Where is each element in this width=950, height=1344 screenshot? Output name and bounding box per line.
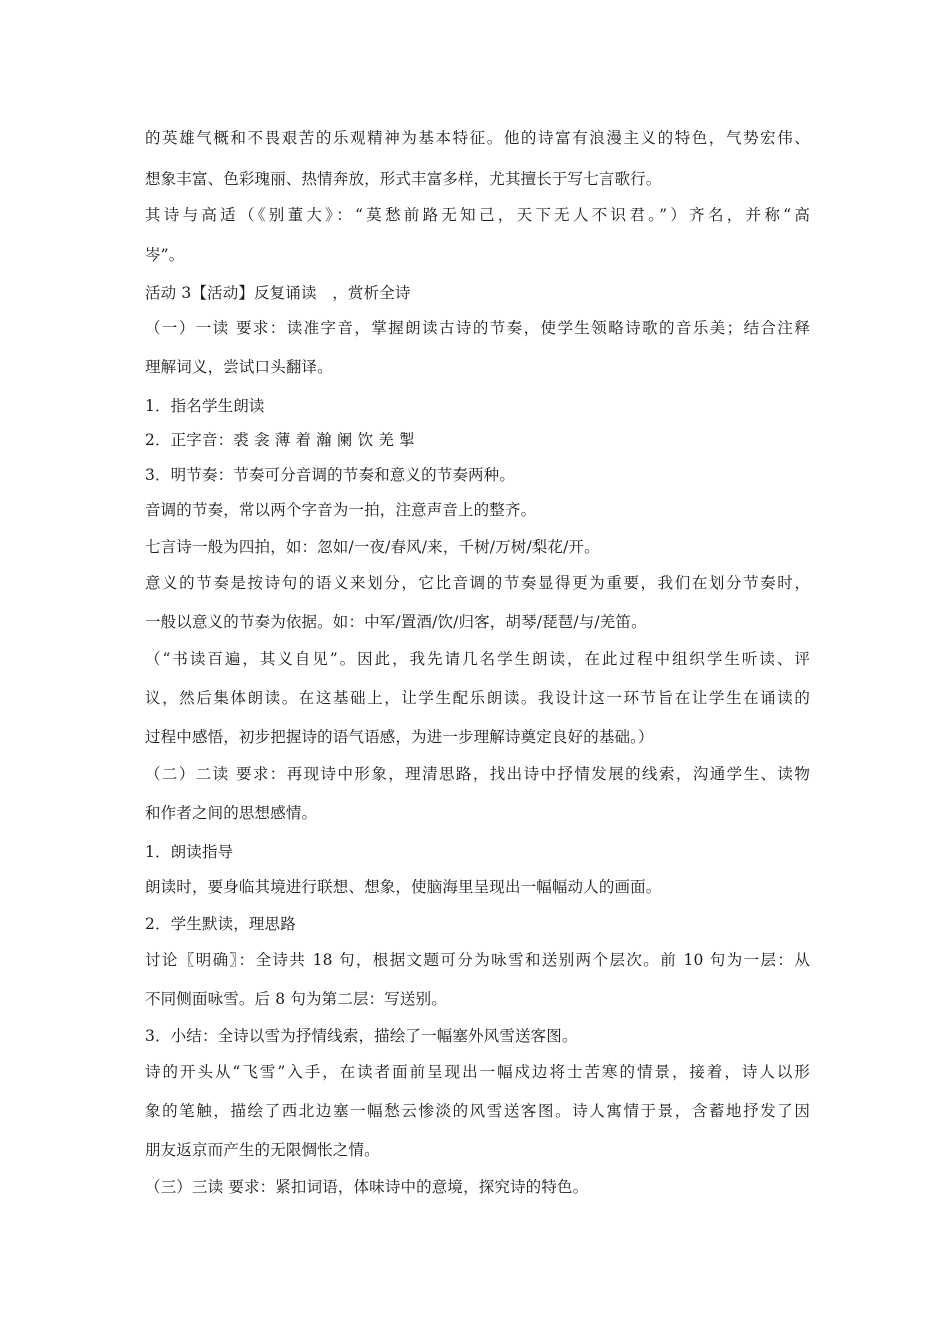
text-line: （三）三读 要求：紧扣词语，体味诗中的意境，探究诗的特色。 — [145, 1178, 589, 1196]
text-line: 岑”。 — [145, 246, 185, 264]
text-line: （二）二读 要求：再现诗中形象，理清思路，找出诗中抒情发展的线索，沟通学生、读物 — [145, 765, 810, 783]
text-line: 和作者之间的思想感情。 — [145, 804, 318, 822]
list-item: 3．小结：全诗以雪为抒情线索，描绘了一幅塞外风雪送客图。 — [145, 1027, 578, 1045]
list-item: 2．学生默读，理思路 — [145, 915, 296, 933]
list-item: 1．指名学生朗读 — [145, 397, 265, 415]
list-item: 2．正字音：裘 衾 薄 着 瀚 阑 饮 羌 掣 — [145, 431, 415, 449]
section-heading: 活动 3【活动】反复诵读 ，赏析全诗 — [145, 284, 411, 302]
text-line: 朗读时，要身临其境进行联想、想象，使脑海里呈现出一幅幅动人的画面。 — [145, 878, 662, 896]
list-item: 3．明节奏：节奏可分音调的节奏和意义的节奏两种。 — [145, 466, 515, 484]
text-line: 一般以意义的节奏为依据。如：中军/置酒/饮/归客，胡琴/琵琶/与/羌笛。 — [145, 613, 647, 631]
text-line: 其诗与高适（《别董大》：“莫愁前路无知己，天下无人不识君。”）齐名，并称“高 — [145, 206, 810, 224]
text-line: 过程中感悟，初步把握诗的语气语感，为进一步理解诗奠定良好的基础。） — [145, 728, 654, 746]
text-line: 诗的开头从“飞雪”入手，在读者面前呈现出一幅戍边将士苦寒的情景，接着，诗人以形 — [145, 1063, 810, 1081]
text-line: （“书读百遍，其义自见”。因此，我先请几名学生朗读，在此过程中组织学生听读、评 — [145, 650, 810, 668]
text-line: 理解词义，尝试口头翻译。 — [145, 358, 333, 376]
text-line: 朋友返京而产生的无限惆怅之情。 — [145, 1141, 380, 1159]
text-line: 议，然后集体朗读。在这基础上，让学生配乐朗读。我设计这一环节旨在让学生在诵读的 — [145, 689, 810, 707]
text-line: 音调的节奏，常以两个字音为一拍，注意声音上的整齐。 — [145, 501, 537, 519]
text-line: （一）一读 要求：读准字音，掌握朗读古诗的节奏，使学生领略诗歌的音乐美；结合注释 — [145, 319, 810, 337]
text-line: 的英雄气概和不畏艰苦的乐观精神为基本特征。他的诗富有浪漫主义的特色，气势宏伟、 — [145, 129, 810, 147]
text-line: 不同侧面咏雪。后 8 句为第二层：写送别。 — [145, 990, 447, 1008]
text-line: 意义的节奏是按诗句的语义来划分，它比音调的节奏显得更为重要，我们在划分节奏时， — [145, 574, 810, 592]
text-line: 七言诗一般为四拍，如：忽如/一夜/春风/来，千树/万树/梨花/开。 — [145, 538, 600, 556]
text-line: 想象丰富、色彩瑰丽、热情奔放，形式丰富多样，尤其擅长于写七言歌行。 — [145, 170, 662, 188]
text-line: 讨论〖明确〗：全诗共 18 句，根据文题可分为咏雪和送别两个层次。前 10 句为一层：从 — [145, 951, 810, 969]
list-item: 1．朗读指导 — [145, 843, 234, 861]
text-line: 象的笔触，描绘了西北边塞一幅愁云惨淡的风雪送客图。诗人寓情于景，含蓄地抒发了因 — [145, 1102, 810, 1120]
